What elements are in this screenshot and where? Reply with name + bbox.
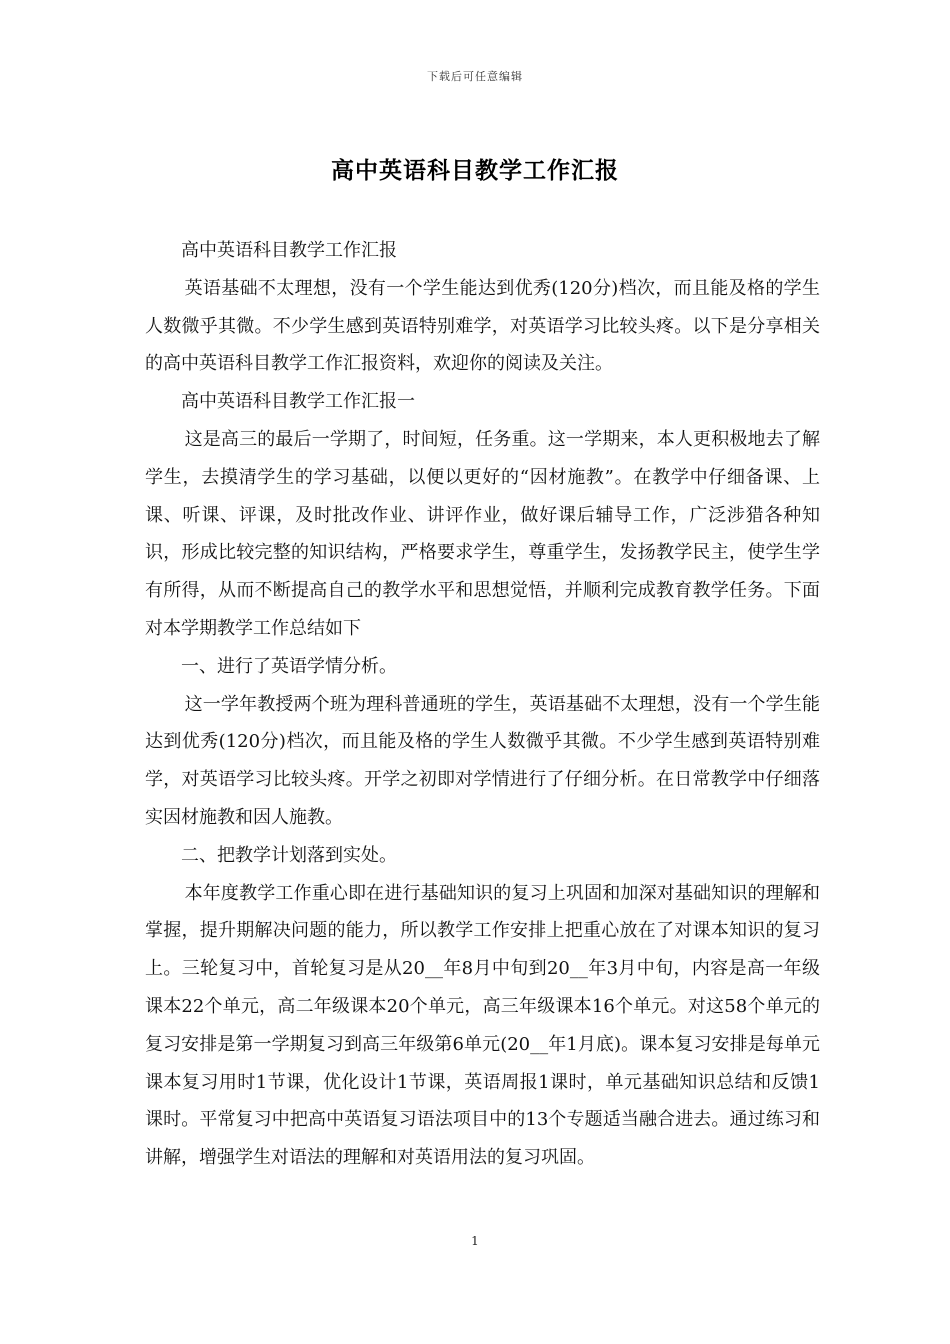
paragraph-intro: 英语基础不太理想，没有一个学生能达到优秀(120分)档次，而且能及格的学生人数微乎其微。不少学生感到英语特别难学，对英语学习比较头疼。以下是分享相关的高中英语科目教学工作汇报资料，欢迎你的阅读及关注。 — [145, 277, 820, 375]
paragraph-plan: 本年度教学工作重心即在进行基础知识的复习上巩固和加深对基础知识的理解和掌握，提升期解决问题的能力，所以教学工作安排上把重心放在了对课本知识的复习上。三轮复习中，首轮复习是从20__年8月中旬到20__年3月中旬，内容是高一年级课本22个单元，高二年级课本20个单元，高三年级课本16个单元。对这58个单元的复习安排是第一学期复习到高三年级第6单元(20__年1月底)。课本复习安排是每单元课本复习用时1节课，优化设计1节课，英语周报1课时，单元基础知识总结和反馈1课时。平常复习中把高中英语复习语法项目中的13个专题适当融合进去。通过练习和讲解，增强学生对语法的理解和对英语用法的复习巩固。 — [145, 882, 820, 1169]
document-body — [145, 232, 820, 1177]
paragraph-section-heading: 高中英语科目教学工作汇报一 — [181, 391, 415, 413]
document-title: 高中英语科目教学工作汇报 — [331, 157, 619, 184]
paragraph-subtitle: 高中英语科目教学工作汇报 — [181, 240, 397, 261]
paragraph-overview: 这是高三的最后一学期了，时间短，任务重。这一学期来，本人更积极地去了解学生，去摸清学生的学习基础，以便以更好的“因材施教”。在教学中仔细备课、上课、听课、评课，及时批改作业、讲评作业，做好课后辅导工作，广泛涉猎各种知识，形成比较完整的知识结构，严格要求学生，尊重学生，发扬教学民主，使学生学有所得，从而不断提高自己的教学水平和思想觉悟，并顺利完成教育教学任务。下面对本学期教学工作总结如下 — [145, 428, 820, 639]
paragraph-heading-two: 二、把教学计划落到实处。 — [181, 844, 397, 866]
paragraph-heading-one: 一、进行了英语学情分析。 — [181, 655, 397, 677]
paragraph-analysis: 这一学年教授两个班为理科普通班的学生，英语基础不太理想，没有一个学生能达到优秀(120分)档次，而且能及格的学生人数微乎其微。不少学生感到英语特别难学，对英语学习比较头疼。开学之初即对学情进行了仔细分析。在日常教学中仔细落实因材施教和因人施教。 — [145, 693, 820, 828]
header-note: 下载后可任意编辑 — [427, 70, 523, 83]
page-number: 1 — [471, 1234, 479, 1248]
